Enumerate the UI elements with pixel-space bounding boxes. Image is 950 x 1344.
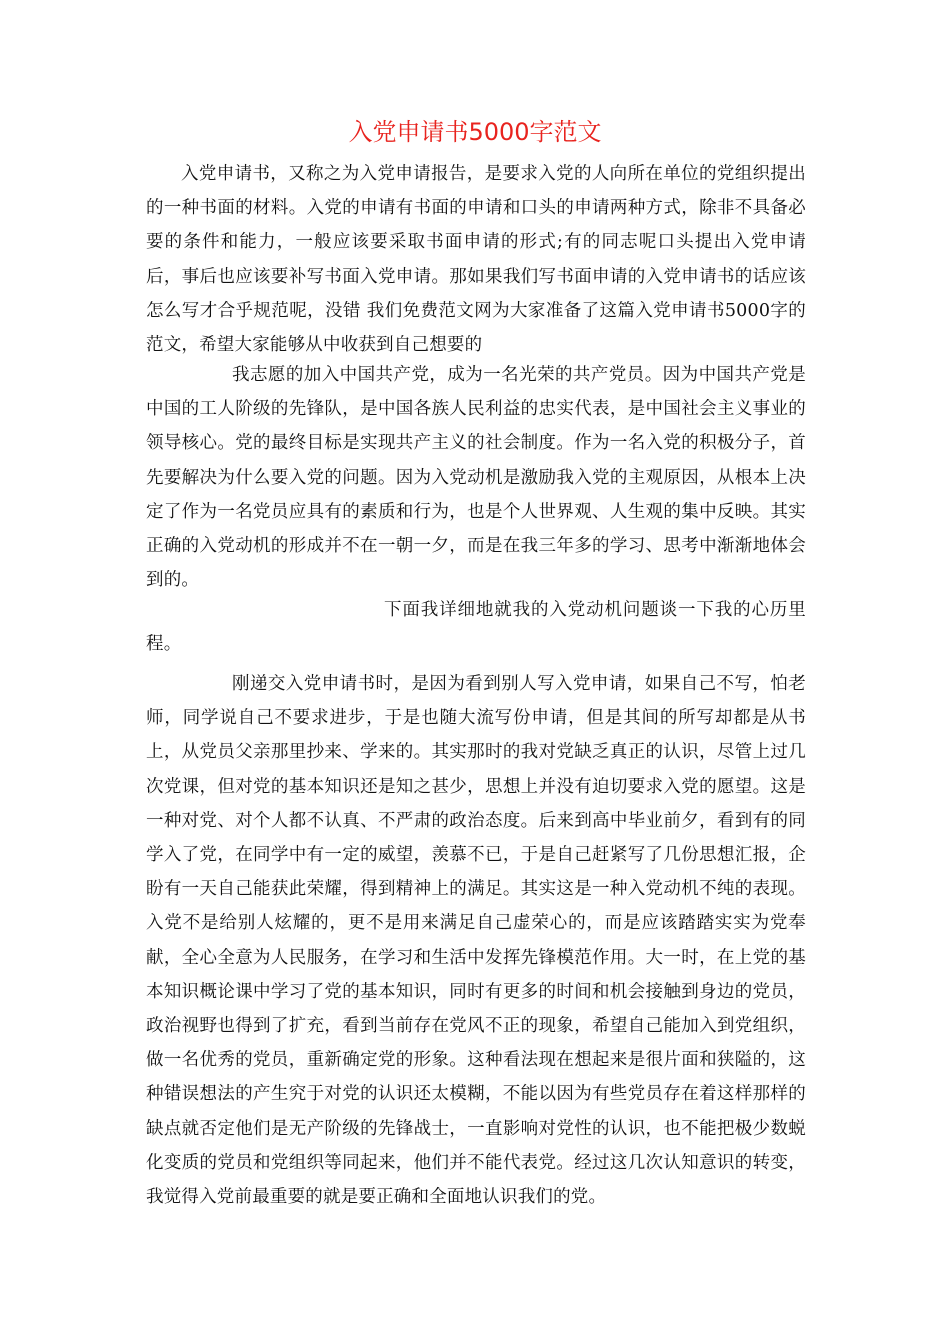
paragraph-intro: 入党申请书，又称之为入党申请报告，是要求入党的人向所在单位的党组织提出的一种书面的材料。入党的申请有书面的申请和口头的申请两种方式，除非不具备必要的条件和能力，一般应该要采取书面申请的形式;有的同志呢口头提出入党申请后，事后也应该要补写书面入党申请。那如果我们写书面申请的入党申请书的话应该怎么写才合乎规范呢，没错 我们免费范文网为大家准备了这篇入党申请书5000字的范文，希望大家能够从中收获到自己想要的 <box>146 164 806 356</box>
paragraph-motivation: 我志愿的加入中国共产党，成为一名光荣的共产党员。因为中国共产党是中国的工人阶级的先锋队，是中国各族人民利益的忠实代表，是中国社会主义事业的领导核心。党的最终目标是实现共产主义的社会制度。作为一名入党的积极分子，首先要解决为什么要入党的问题。因为入党动机是激励我入党的主观原因，从根本上决定了作为一名党员应具有的素质和行为，也是个人世界观、人生观的集中反映。其实正确的入党动机的形成并不在一朝一夕，而是在我三年多的学习、思考中渐渐地体会到的。 <box>146 365 806 591</box>
paragraph-history: 刚递交入党申请书时，是因为看到别人写入党申请，如果自己不写，怕老师，同学说自己不要求进步，于是也随大流写份申请，但是其间的所写却都是从书上，从党员父亲那里抄来、学来的。其实那时的我对党缺乏真正的认识，尽管上过几次党课，但对党的基本知识还是知之甚少，思想上并没有迫切要求入党的愿望。这是一种对党、对个人都不认真、不严肃的政治态度。后来到高中毕业前夕，看到有的同学入了党，在同学中有一定的威望，羡慕不已，于是自己赶紧写了几份思想汇报，企盼有一天自己能获此荣耀，得到精神上的满足。其实这是一种入党动机不纯的表现。入党不是给别人炫耀的，更不是用来满足自己虚荣心的，而是应该踏踏实实为党奉献，全心全意为人民服务，在学习和生活中发挥先锋模范作用。大一时，在上党的基本知识概论课中学习了党的基本知识，同时有更多的时间和机会接触到身边的党员，政治视野也得到了扩充，看到当前存在党风不正的现象，希望自己能加入到党组织，做一名优秀的党员，重新确定党的形象。这种看法现在想起来是很片面和狭隘的，这种错误想法的产生究于对党的认识还太模糊，不能以因为有些党员存在着这样那样的缺点就否定他们是无产阶级的先锋战士，一直影响对党性的认识，也不能把极少数蜕化变质的党员和党组织等同起来，他们并不能代表党。经过这几次认知意识的转变，我觉得入党前最重要的就是要正确和全面地认识我们的党。 <box>146 674 806 1208</box>
paragraph-transition: 下面我详细地就我的入党动机问题谈一下我的心历里程。 <box>146 600 806 655</box>
document-title: 入党申请书5000字范文 <box>348 118 602 146</box>
